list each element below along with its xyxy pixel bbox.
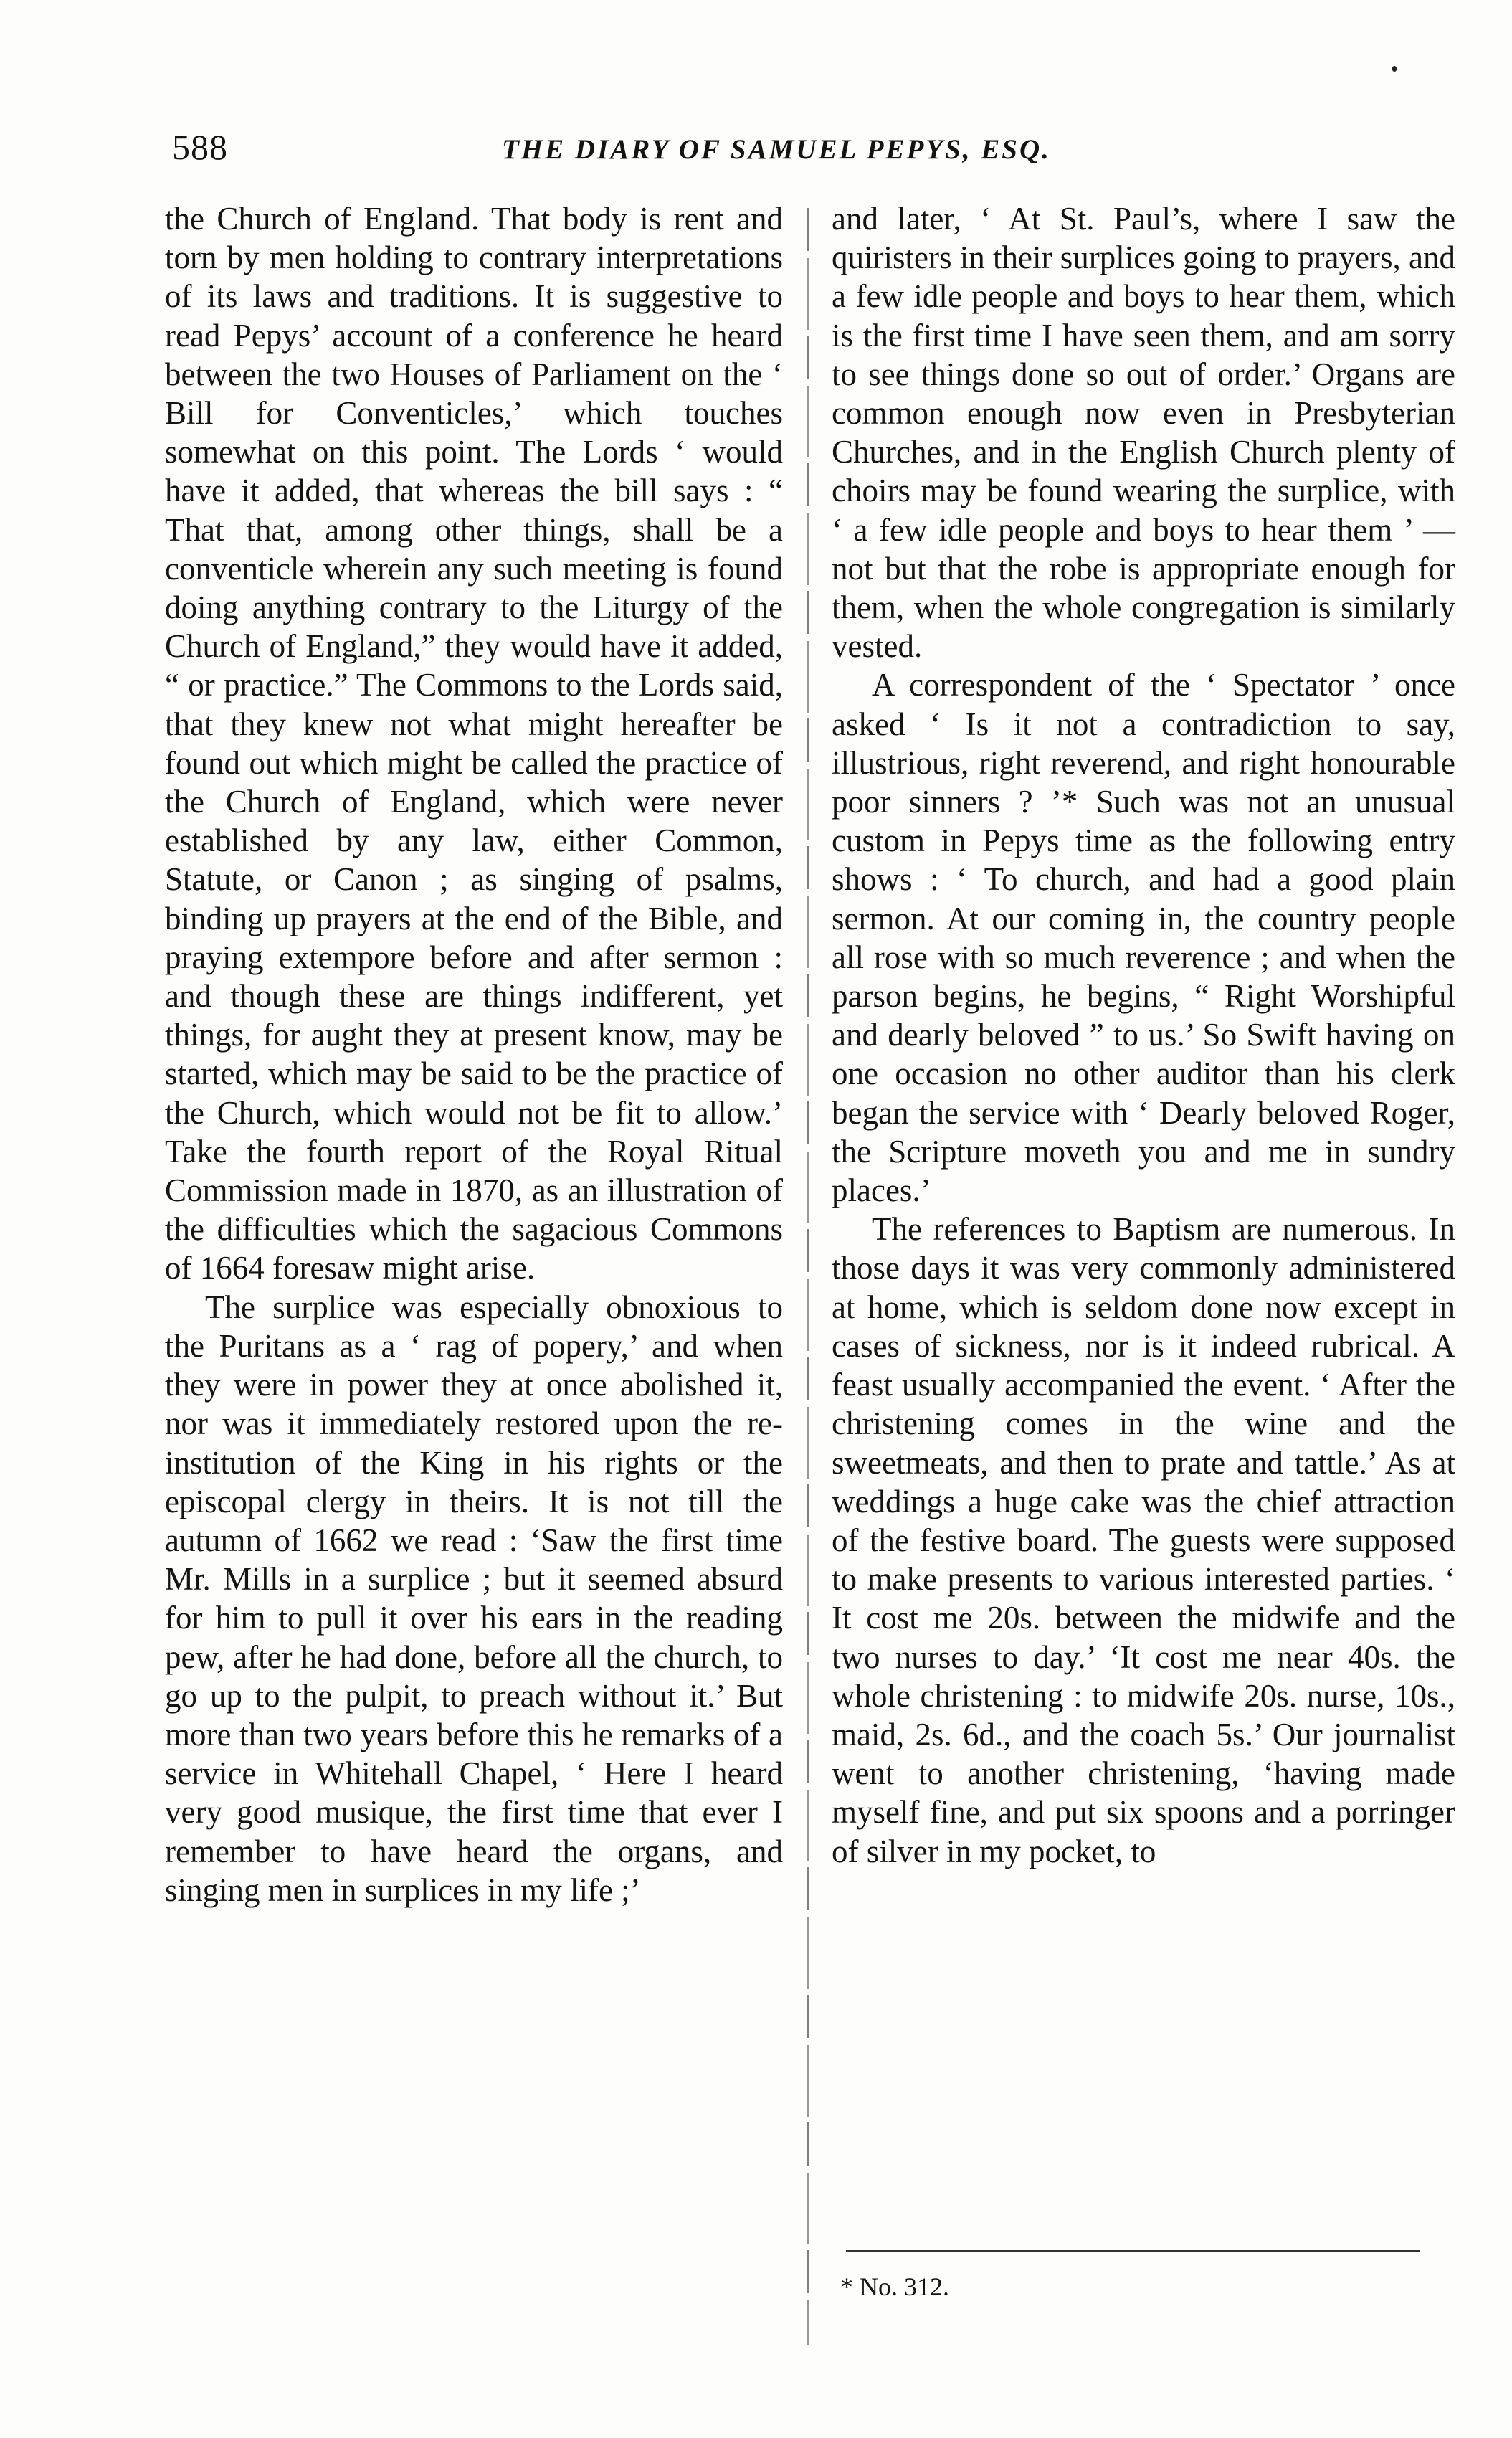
ink-speck	[1392, 66, 1397, 72]
column-rule	[807, 208, 809, 2345]
footnote-rule	[846, 2250, 1420, 2252]
right-column	[832, 199, 1455, 1871]
footnote: * No. 312.	[840, 2272, 949, 2301]
page-header	[172, 126, 1377, 176]
left-paragraph-1: the Church of England. That body is rent and torn by men holding to contrary interpretations of its laws and traditions. It is suggestive to read Pepys’ account of a conference he heard between the two Houses of Parliament on the ‘ Bill for Conventicles,’ which touches somewhat on this point. The Lords ‘ would have it added, that whereas the bill says : “ That that, among other things, shall be a conventicle wherein any such meeting is found doing anything contrary to the Liturgy of the Church of England,” they would have it added, “ or practice.” The Commons to the Lords said, that they knew not what might hereafter be found out which might be called the practice of the Church of England, which were never established by any law, either Common, Statute, or Canon ; as singing of psalms, binding up prayers at the end of the Bible, and praying extempore before and after sermon : and though these are things indifferent, yet things, for aught they at present know, may be started, which may be said to be the practice of the Church, which would not be fit to allow.’ Take the fourth report of the Royal Ritual Commission made in 1870, as an illustration of the difficulties which the sagacious Commons of 1664 foresaw might arise.	[165, 201, 783, 1286]
right-paragraph-1: and later, ‘ At St. Paul’s, where I saw the quiristers in their surplices going to prayers, and a few idle people and boys to hear them, which is the first time I have seen them, and am sorry to see things done so out of order.’ Organs are common enough now even in Presbyterian Churches, and in the English Church plenty of choirs may be found wearing the surplice, with ‘ a few idle people and boys to hear them ’ —not but that the robe is appropriate enough for them, when the whole congregation is similarly vested.	[832, 201, 1455, 665]
left-paragraph-2: The surplice was especially obnoxious to the Puritans as a ‘ rag of popery,’ and when they were in power they at once abolished it, nor was it immediately restored upon the re-institution of the King in his rights or the episcopal clergy in theirs. It is not till the autumn of 1662 we read : ‘Saw the first time Mr. Mills in a surplice ; but it seemed absurd for him to pull it over his ears in the reading pew, after he had done, before all the church, to go up to the pulpit, to preach without it.’ But more than two years before this he remarks of a service in Whitehall Chapel, ‘ Here I heard very good musique, the first time that ever I remember to have heard the organs, and singing men in surplices in my life ;’	[165, 1289, 783, 1908]
right-paragraph-2: A correspondent of the ‘ Spectator ’ once asked ‘ Is it not a contradiction to say, illustrious, right reverend, and right honourable poor sinners ? ’* Such was not an unusual custom in Pepys time as the following entry shows : ‘ To church, and had a good plain sermon. At our coming in, the country people all rose with so much reverence ; and when the parson begins, he begins, “ Right Worshipful and dearly beloved ” to us.’ So Swift having on one occasion no other auditor than his clerk began the service with ‘ Dearly beloved Roger, the Scripture moveth you and me in sundry places.’	[832, 667, 1455, 1209]
page-number: 588	[172, 127, 228, 167]
left-column	[165, 199, 783, 1910]
running-title: THE DIARY OF SAMUEL PEPYS, ESQ.	[502, 134, 1051, 165]
right-paragraph-3: The references to Baptism are numerous. In those days it was very commonly administered at home, which is seldom done now except in cases of sickness, nor is it indeed rubrical. A feast usually accompanied the event. ‘ After the christening comes in the wine and the sweetmeats, and then to prate and tattle.’ As at weddings a huge cake was the chief attraction of the festive board. The guests were supposed to make presents to various interested parties. ‘ It cost me 20s. between the midwife and the two nurses to day.’ ‘It cost me near 40s. the whole christening : to midwife 20s. nurse, 10s., maid, 2s. 6d., and the coach 5s.’ Our journalist went to another christening, ‘having made myself fine, and put six spoons and a porringer of silver in my pocket, to	[832, 1211, 1455, 1869]
